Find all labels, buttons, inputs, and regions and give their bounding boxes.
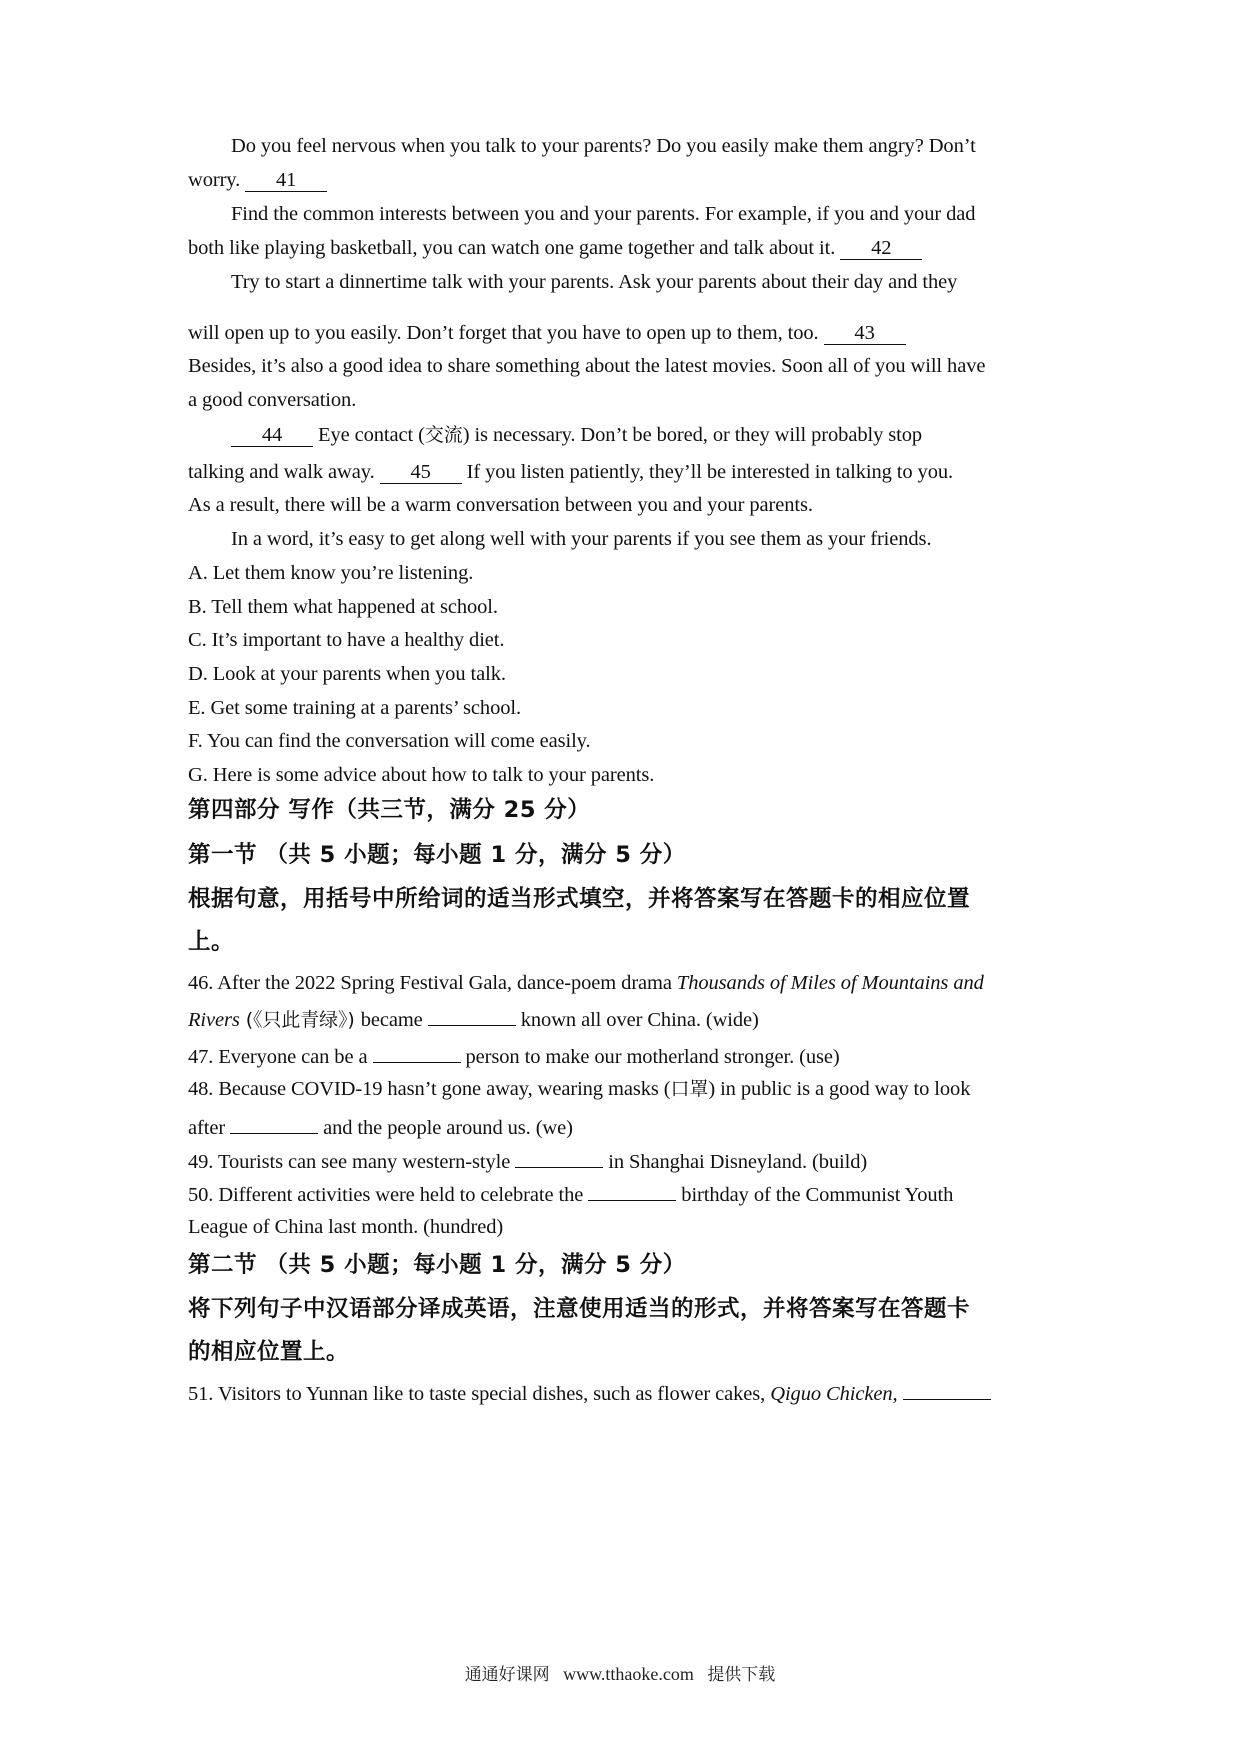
passage-line: both like playing basketball, you can watch one game together and talk about it. 42 [188,235,922,261]
answer-blank-51 [903,1379,991,1400]
passage-line: Find the common interests between you and your parents. For example, if you and your dad [231,203,976,225]
passage-line: 44 Eye contact (交流) is necessary. Don’t be bored, or they will probably stop [231,422,922,448]
part4-title: 第四部分 写作（共三节，满分 25 分） [188,797,591,823]
question-49: 49. Tourists can see many western-style in Shanghai Disneyland. (build) [188,1147,867,1175]
passage-line: worry. 41 [188,167,327,193]
footer-url[interactable]: www.tthaoke.com [563,1664,694,1684]
option-e: E. Get some training at a parents’ school. [188,697,521,719]
answer-blank-50 [588,1180,676,1201]
option-f: F. You can find the conversation will come easily. [188,730,591,752]
section2-instruction-cont: 的相应位置上。 [188,1339,350,1365]
footer-download-text: 提供下载 [707,1665,776,1685]
question-47: 47. Everyone can be a person to make our motherland stronger. (use) [188,1042,840,1070]
passage-line: a good conversation. [188,389,357,411]
section2-title: 第二节 （共 5 小题；每小题 1 分，满分 5 分） [188,1252,686,1278]
option-a: A. Let them know you’re listening. [188,562,474,584]
question-48: 48. Because COVID-19 hasn’t gone away, wearing masks (口罩) in public is a good way to look [188,1078,971,1100]
option-b: B. Tell them what happened at school. [188,596,498,618]
section1-title: 第一节 （共 5 小题；每小题 1 分，满分 5 分） [188,842,686,868]
answer-blank-46 [428,1005,516,1026]
question-50: 50. Different activities were held to celebrate the birthday of the Communist Youth [188,1180,953,1208]
section2-instruction: 将下列句子中汉语部分译成英语，注意使用适当的形式，并将答案写在答题卡 [188,1296,971,1322]
option-c: C. It’s important to have a healthy diet. [188,629,505,651]
answer-blank-47 [373,1042,461,1063]
answer-blank-49 [515,1147,603,1168]
blank-41: 41 [245,169,327,192]
passage-line: Do you feel nervous when you talk to your parents? Do you easily make them angry? Don’t [231,135,976,157]
blank-42: 42 [840,237,922,260]
footer-site-name: 通通好课网 [464,1665,550,1685]
question-48-cont: after and the people around us. (we) [188,1113,573,1141]
passage-line: talking and walk away. 45 If you listen patiently, they’ll be interested in talking to you. [188,461,954,483]
question-46: 46. After the 2022 Spring Festival Gala, dance-poem drama Thousands of Miles of Mountains and [188,972,984,994]
question-51: 51. Visitors to Yunnan like to taste special dishes, such as flower cakes, Qiguo Chicken, [188,1379,991,1407]
question-50-cont: League of China last month. (hundred) [188,1216,504,1238]
question-46-cont: Rivers (《只此青绿》) became known all over China. (wide) [188,1005,759,1033]
blank-45: 45 [380,461,462,484]
passage-line: will open up to you easily. Don’t forget that you have to open up to them, too. 43 [188,320,906,346]
blank-44: 44 [231,424,313,447]
passage-line: Besides, it’s also a good idea to share something about the latest movies. Soon all of you will have [188,355,986,377]
passage-line: Try to start a dinnertime talk with your parents. Ask your parents about their day and they [231,271,958,293]
option-g: G. Here is some advice about how to talk to your parents. [188,764,655,786]
answer-blank-48 [230,1113,318,1134]
passage-line: In a word, it’s easy to get along well with your parents if you see them as your friends. [231,528,932,550]
section1-instruction-cont: 上。 [188,929,235,955]
passage-line: As a result, there will be a warm conversation between you and your parents. [188,494,813,516]
option-d: D. Look at your parents when you talk. [188,663,506,685]
blank-43: 43 [824,322,906,345]
section1-instruction: 根据句意，用括号中所给词的适当形式填空，并将答案写在答题卡的相应位置 [188,886,971,912]
page-footer [0,1660,1240,1685]
